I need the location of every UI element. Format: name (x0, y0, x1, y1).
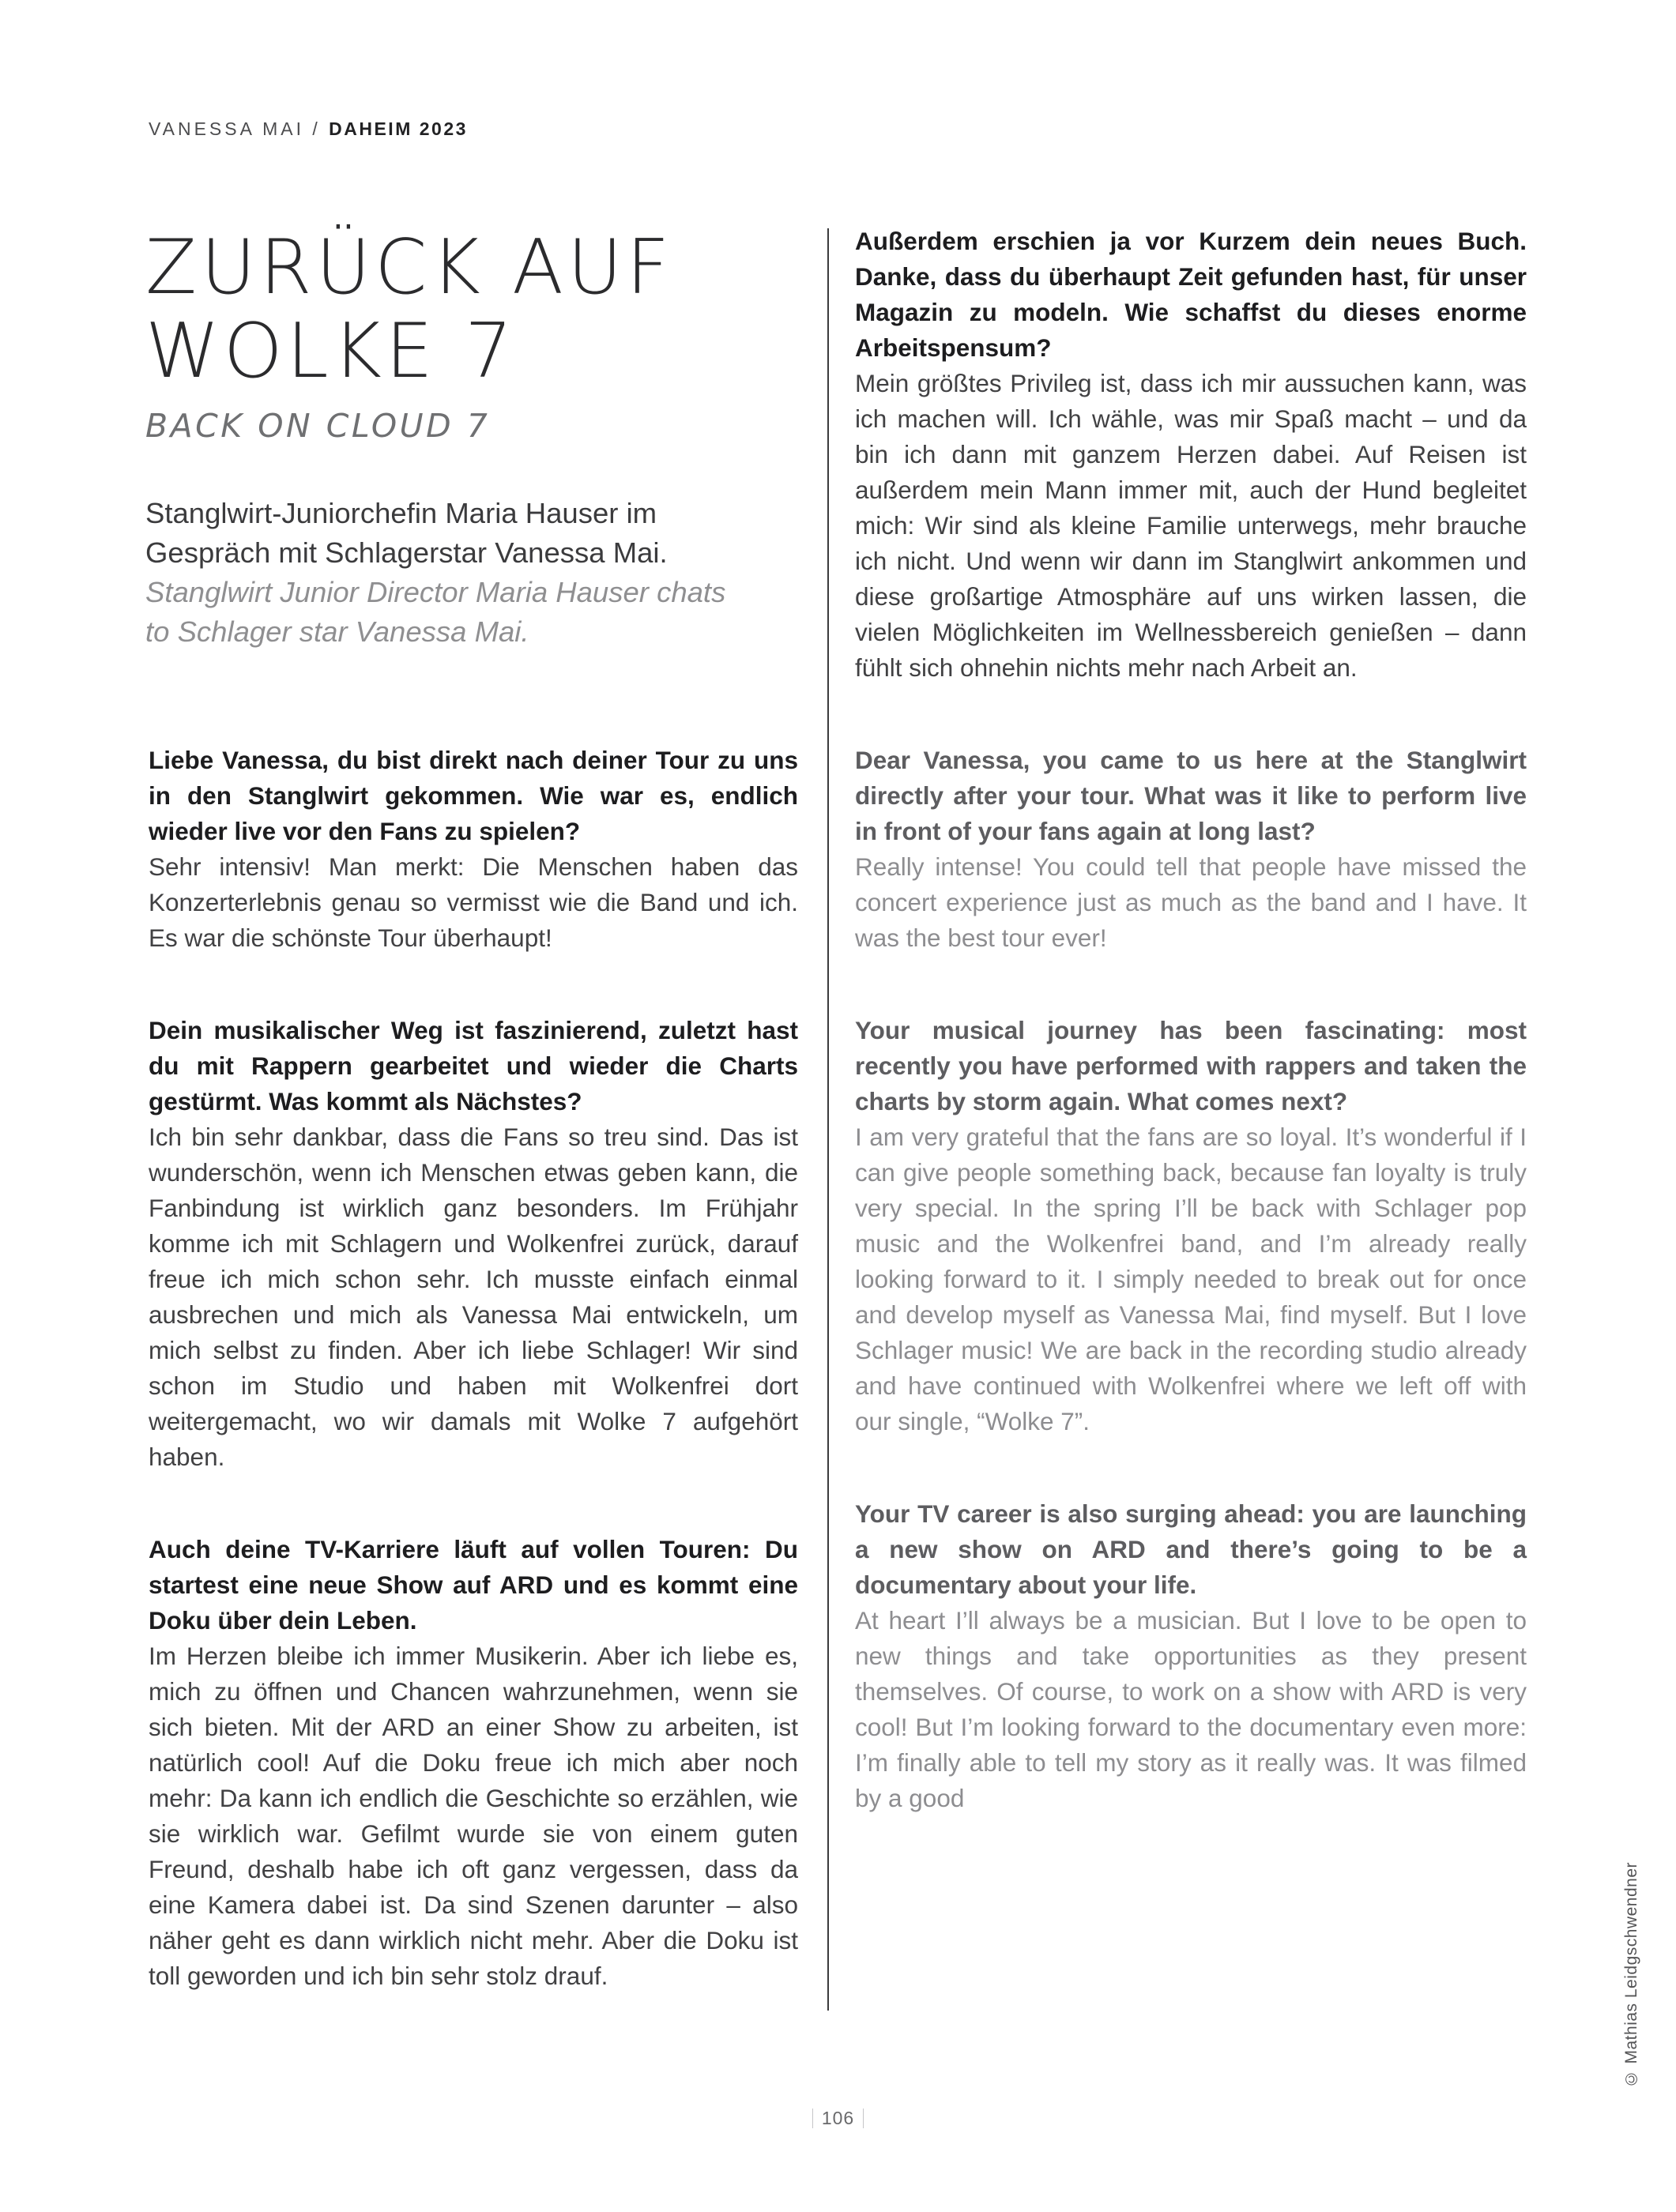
qa-block-en-1 (855, 743, 1527, 956)
article-title-line1: ZURÜCK AUF (145, 224, 674, 311)
answer-text: Sehr intensiv! Man merkt: Die Menschen haben das Konzerterlebnis genau so vermisst wie die Band und ich. Es war die schönste Tour überhaupt! (149, 852, 798, 952)
page-eyebrow (149, 118, 468, 140)
answer-text: I am very grateful that the fans are so loyal. It’s wonderful if I can give people something back, because fan loyalty is truly very special. In the spring I’ll be back with Schlager pop music and the Wolkenfrei band, and I’m already really looking forward to it. I simply needed to break out for once and develop myself as Vanessa Mai, find myself. But I love Schlager music! We are back in the recording studio already and have continued with Wolkenfrei where we left off with our single, “Wolke 7”. (855, 1123, 1527, 1435)
qa-block-de-3 (149, 1532, 798, 1994)
right-column (855, 224, 1527, 1816)
question-text: Dein musikalischer Weg ist faszinierend, zuletzt hast du mit Rappern gearbeitet und wieder die Charts gestürmt. Was kommt als Nächstes? (149, 1016, 798, 1115)
answer-text: Ich bin sehr dankbar, dass die Fans so treu sind. Das ist wunderschön, wenn ich Menschen etwas geben kann, die Fanbindung ist wirklich ganz besonders. Im Frühjahr komme ich mit Schlagern und Wolkenfrei zurück, darauf freue ich mich schon sehr. Ich musste einfach einmal ausbrechen und mich als Vanessa Mai entwickeln, um mich selbst zu finden. Aber ich liebe Schlager! Wir sind schon im Studio und haben mit Wolkenfrei dort weitergemacht, wo wir damals mit Wolke 7 aufgehört haben. (149, 1123, 798, 1471)
qa-block-en-2 (855, 1013, 1527, 1439)
intro-german: Stanglwirt-Juniorchefin Maria Hauser im Gespräch mit Schlagerstar Vanessa Mai. (145, 496, 668, 569)
column-divider (827, 228, 829, 2011)
page-number-footer (0, 2108, 1676, 2129)
answer-text: Mein größtes Privileg ist, dass ich mir aussuchen kann, was ich machen will. Ich wähle, was mir Spaß macht – und da bin ich dann mit ganzem Herzen dabei. Auf Reisen ist außerdem mein Mann immer mit, auch der Hund begleitet mich: Wir sind als kleine Familie unterwegs, mehr brauche ich nicht. Und wenn wir dann im Stanglwirt ankommen und diese großartige Atmosphäre auf uns wirken lassen, die vielen Möglichkeiten im Wellnessbereich genießen – dann fühlt sich ohnehin nichts mehr nach Arbeit an. (855, 369, 1527, 682)
answer-text: At heart I’ll always be a musician. But I love to be open to new things and take opportunities as they present themselves. Of course, to work on a show with ARD is very cool! But I’m looking forward to the documentary even more: I’m finally able to tell my story as it really was. It was filmed by a good (855, 1606, 1527, 1812)
title-block (145, 226, 806, 652)
photo-credit: © Mathias Leidgschwendner (1622, 1861, 1640, 2087)
qa-block-en-3 (855, 1496, 1527, 1816)
question-text: Auch deine TV-Karriere läuft auf vollen Touren: Du startest eine neue Show auf ARD und es kommt eine Doku über dein Leben. (149, 1535, 798, 1635)
qa-block-de-1 (149, 743, 798, 956)
article-title-line2: WOLKE 7 (145, 308, 517, 396)
artist-name-label: VANESSA MAI / (149, 118, 321, 139)
page-number: 106 (821, 2108, 855, 2128)
question-text: Your TV career is also surging ahead: you are launching a new show on ARD and there’s going to be a documentary about your life. (855, 1499, 1527, 1599)
intro-english: Stanglwirt Junior Director Maria Hauser chats to Schlager star Vanessa Mai. (145, 575, 726, 648)
question-text: Dear Vanessa, you came to us here at the Stanglwirt directly after your tour. What was it like to perform live in front of your fans again at long last? (855, 746, 1527, 845)
magazine-issue-label: DAHEIM 2023 (329, 118, 468, 139)
question-text: Außerdem erschien ja vor Kurzem dein neues Buch. Danke, dass du überhaupt Zeit gefunden hast, für unser Magazin zu modeln. Wie schaffst du dieses enorme Arbeitspensum? (855, 227, 1527, 362)
qa-block-de-4 (855, 224, 1527, 686)
qa-block-de-2 (149, 1013, 798, 1475)
question-text: Liebe Vanessa, du bist direkt nach deiner Tour zu uns in den Stanglwirt gekommen. Wie war es, endlich wieder live vor den Fans zu spielen? (149, 746, 798, 845)
page-number-left-bar (812, 2109, 813, 2128)
answer-text: Really intense! You could tell that people have missed the concert experience just as much as the band and I have. It was the best tour ever! (855, 852, 1527, 952)
answer-text: Im Herzen bleibe ich immer Musikerin. Aber ich liebe es, mich zu öffnen und Chancen wahrzunehmen, wenn sie sich bieten. Mit der ARD an einer Show zu arbeiten, ist natürlich cool! Auf die Doku freue ich mich aber noch mehr: Da kann ich endlich die Geschichte so erzählen, wie sie wirklich war. Gefilmt wurde sie von einem guten Freund, deshalb habe ich oft ganz vergessen, dass da eine Kamera dabei ist. Da sind Szenen darunter – also näher geht es dann wirklich nicht mehr. Aber die Doku ist toll geworden und ich bin sehr stolz drauf. (149, 1642, 798, 1990)
page-number-right-bar (863, 2109, 864, 2128)
article-subtitle: BACK ON CLOUD 7 (145, 406, 491, 445)
question-text: Your musical journey has been fascinating: most recently you have performed with rappers and taken the charts by storm again. What comes next? (855, 1016, 1527, 1115)
article-intro (145, 494, 754, 652)
left-column (149, 743, 798, 1994)
article-title (145, 226, 806, 394)
english-translation-section (855, 743, 1527, 1816)
